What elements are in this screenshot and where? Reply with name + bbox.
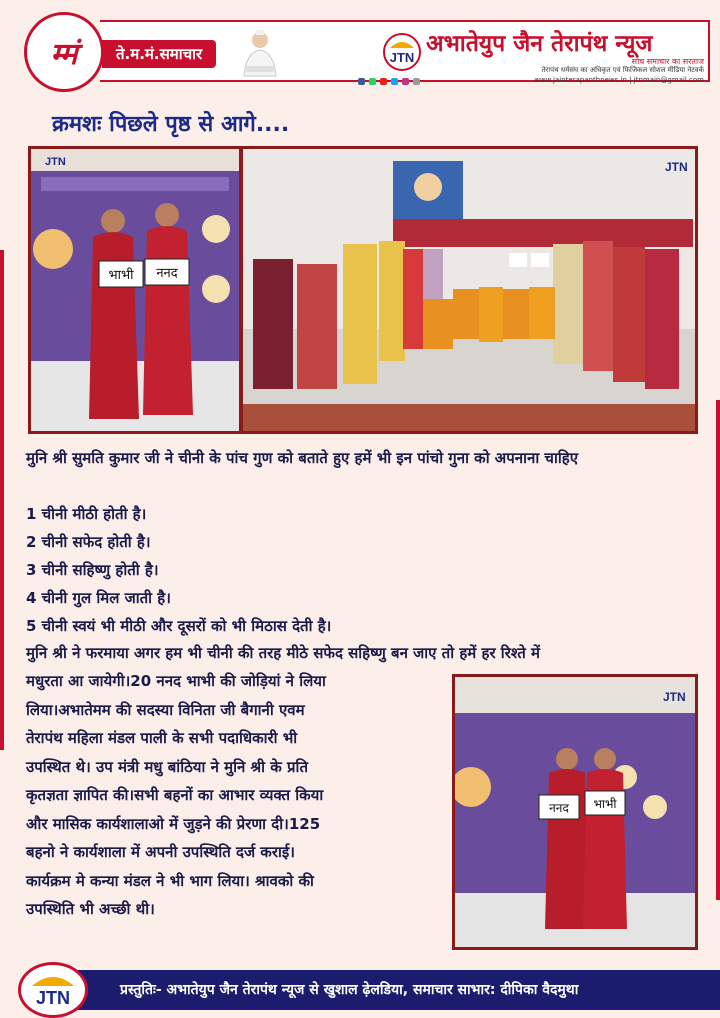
paragraph-line: कृतज्ञता ज्ञापित की।सभी बहनों का आभार व्यक्त किया <box>26 786 324 804</box>
photo1-illustration <box>31 149 239 431</box>
twitter-icon[interactable] <box>391 78 398 85</box>
photo-badge: JTN <box>663 690 686 704</box>
article-main-line: मुनि श्री ने फरमाया अगर हम भी चीनी की तरह मीठे सफेद सहिष्णु बन जाए तो हमें हर रिश्ते में <box>26 644 540 662</box>
logo-text: म्मं <box>50 36 78 72</box>
sugar-qualities-list <box>26 500 706 640</box>
youtube-icon[interactable] <box>380 78 387 85</box>
continued-title: क्रमशः पिछले पृष्ठ से आगे.... <box>52 112 290 137</box>
sign-nanad: ननद <box>156 266 178 281</box>
sign-nanad: ननद <box>549 801 569 815</box>
photo3-illustration <box>455 677 695 947</box>
list-item: 3 चीनी सहिष्णु होती है। <box>26 561 159 579</box>
google-plus-icon[interactable] <box>413 78 420 85</box>
photo2-illustration <box>243 149 695 431</box>
paragraph-line: कार्यक्रम मे कन्या मंडल ने भी भाग लिया। श्रावको की <box>26 871 314 890</box>
list-item: 4 चीनी गुल मिल जाती है। <box>26 589 171 607</box>
brand-tagline: सोच समाचार का सरताज <box>631 57 704 66</box>
article-wrapped-paragraph <box>26 667 441 924</box>
sign-bhabhi: भाभी <box>593 797 617 811</box>
social-icons <box>358 78 420 85</box>
photo-group-workshop <box>240 146 698 434</box>
photo-nanad-bhabhi-pair-1 <box>28 146 242 434</box>
acharya-portrait-icon <box>238 26 282 78</box>
header <box>10 8 710 88</box>
sign-bhabhi: भाभी <box>108 268 134 283</box>
footer <box>0 962 720 1018</box>
jtn-logo-icon <box>26 968 80 1012</box>
svg-text:JTN: JTN <box>389 50 415 65</box>
jtn-footer-logo <box>18 962 88 1018</box>
list-item: 5 चीनी स्वयं भी मीठी और दूसरों को भी मिठास देती है। <box>26 617 332 635</box>
photo-badge: JTN <box>665 160 688 174</box>
jtn-brand <box>382 26 712 86</box>
paragraph-line: तेरापंथ महिला मंडल पाली के सभी पदाधिकारी भी <box>26 729 298 747</box>
photo-badge: JTN <box>45 156 66 168</box>
photo-nanad-bhabhi-pair-2 <box>452 674 698 950</box>
list-item: 1 चीनी मीठी होती है। <box>26 505 147 523</box>
facebook-icon[interactable] <box>358 78 365 85</box>
list-item: 2 चीनी सफेद होती है। <box>26 533 151 551</box>
paragraph-line: और मासिक कार्यशालाओ में जुड़ने की प्रेरणा दी।125 <box>26 814 321 833</box>
footer-logo-text: JTN <box>35 988 71 1008</box>
paragraph-line: उपस्थित थे। उप मंत्री मधु बांठिया ने मुनि श्री के प्रति <box>26 757 308 776</box>
article-intro: मुनि श्री सुमति कुमार जी ने चीनी के पांच गुण को बताते हुए हमें भी इन पांचो गुना को अपनाना चाहिए <box>26 449 578 467</box>
jtn-badge-icon <box>382 32 422 72</box>
whatsapp-icon[interactable] <box>369 78 376 85</box>
left-accent-bar <box>0 250 4 750</box>
footer-credit: प्रस्तुतिः- अभातेयुप जैन तेरापंथ न्यूज से खुशाल ढ़ेलडिया, समाचार साभार: दीपिका वैदमुथा <box>120 982 579 998</box>
paragraph-line: लिया।अभातेमम की सदस्या विनिता जी बैगानी एवम <box>26 700 305 719</box>
paragraph-line: मधुरता आ जायेगी।20 ननद भाभी की जोड़ियां ने लिया <box>26 672 326 690</box>
right-accent-bar <box>716 400 720 900</box>
paragraph-line: उपस्थिति भी अच्छी थी। <box>26 900 155 918</box>
brand-title: अभातेयुप जैन तेरापंथ न्यूज <box>426 31 653 57</box>
mahila-mandal-logo <box>24 12 104 92</box>
brand-subtitle: तेरापंथ धर्मसंघ का अधिकृत एवं फिजिकल सोशल मीडिया नेटवर्क <box>541 66 704 74</box>
instagram-icon[interactable] <box>402 78 409 85</box>
brand-url: www.jainterapanthnews.in | jtnmain@gmail.com <box>534 76 704 84</box>
paragraph-line: बहनो ने कार्यशाला में अपनी उपस्थिति दर्ज कराई। <box>26 843 295 861</box>
section-tag: ते.म.मं.समाचार <box>102 40 216 68</box>
